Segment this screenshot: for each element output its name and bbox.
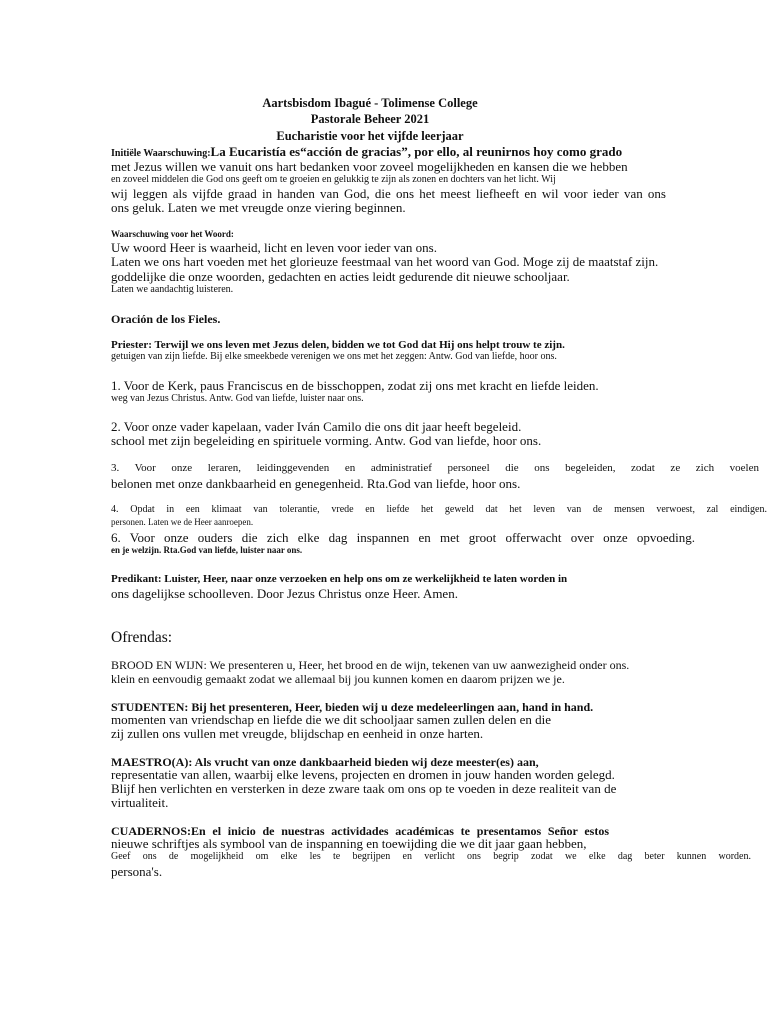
petition-6-line-1: 6. Voor onze ouders die zich elke dag inspannen en met groot offerwacht over onze opvoeding. xyxy=(111,530,695,545)
maestro-line-2: representatie van allen, waarbij elke levens, projecten en dromen in jouw handen worden gelegd. xyxy=(111,767,615,782)
petition-1-line-2: weg van Jezus Christus. Antw. God van liefde, luister naar ons. xyxy=(111,393,364,404)
priest-line-2: getuigen van zijn liefde. Bij elke smeekbede verenigen we ons met het zeggen: Antw. God van liefde, hoor ons. xyxy=(111,351,557,362)
priest-line-1: Priester: Terwijl we ons leven met Jezus delen, bidden we tot God dat Hij ons helpt trouw te zijn. xyxy=(111,339,565,351)
intro-line-5: ons geluk. Laten we met vreugde onze viering beginnen. xyxy=(111,200,406,215)
petition-3-line-2: belonen met onze dankbaarheid en genegenheid. Rta.God van liefde, hoor ons. xyxy=(111,476,521,491)
petition-6-line-2: en je welzijn. Rta.God van liefde, luister naar ons. xyxy=(111,545,303,555)
cuadernos-line-3: Geef ons de mogelijkheid om elke les te begrijpen en verlicht ons begrip zodat we elke dag beter kunnen worden. xyxy=(111,851,751,862)
petition-4-line-2: personen. Laten we de Heer aanroepen. xyxy=(111,517,254,527)
intro-line-2: met Jezus willen we vanuit ons hart bedanken voor zoveel mogelijkheden en kansen die we hebben xyxy=(111,159,628,174)
studenten-line-3: zij zullen ons vullen met vreugde, blijdschap en eenheid in onze harten. xyxy=(111,726,484,741)
header-line-1: Aartsbisdom Ibagué - Tolimense College xyxy=(262,96,478,110)
word-line-2: Laten we ons hart voeden met het glorieuze feestmaal van het woord van God. Moge zij de maatstaf zijn. xyxy=(111,254,659,269)
petition-2-line-2: school met zijn begeleiding en spirituele vorming. Antw. God van liefde, hoor ons. xyxy=(111,433,542,448)
petition-1-line-1: 1. Voor de Kerk, paus Franciscus en de bisschoppen, zodat zij ons met kracht en liefde leiden. xyxy=(111,378,599,393)
preacher-line-1: Predikant: Luister, Heer, naar onze verzoeken en help ons om ze werkelijkheid te laten worden in xyxy=(111,573,568,585)
petition-3-line-1: 3. Voor onze leraren, leidinggevenden en administratief personeel die ons begeleiden, zodat ze zich voelen xyxy=(111,462,759,474)
header-line-3: Eucharistie voor het vijfde leerjaar xyxy=(276,129,464,143)
cuadernos-line-2: nieuwe schriftjes als symbool van de inspanning en toewijding die we dit jaar gaan hebben, xyxy=(111,836,587,851)
word-line-4: Laten we aandachtig luisteren. xyxy=(111,284,234,295)
fieles-title: Oración de los Fieles. xyxy=(111,312,221,326)
cuadernos-line-4: persona's. xyxy=(111,864,163,879)
ofrendas-title: Ofrendas: xyxy=(111,629,173,646)
studenten-line-2: momenten van vriendschap en liefde die we dit schooljaar samen zullen delen en die xyxy=(111,712,552,727)
word-label: Waarschuwing voor het Woord: xyxy=(111,229,234,239)
petition-4-line-1: 4. Opdat in een klimaat van tolerantie, vrede en liefde het geweld dat het leven van de mensen verwoest, zal eindigen. xyxy=(111,504,767,515)
intro-label: Initiële Waarschuwing: xyxy=(111,148,211,159)
intro-line-4: wij leggen als vijfde graad in handen van God, die ons het meest liefheeft en wil voor ieder van ons xyxy=(111,186,666,201)
maestro-line-1: MAESTRO(A): Als vrucht van onze dankbaarheid bieden wij deze meester(es) aan, xyxy=(111,755,539,769)
word-line-1: Uw woord Heer is waarheid, licht en leven voor ieder van ons. xyxy=(111,240,437,255)
maestro-line-3: Blijf hen verlichten en versterken in deze zware taak om ons op te voeden in deze realiteit van de xyxy=(111,781,617,796)
maestro-line-4: virtualiteit. xyxy=(111,795,169,810)
petition-2-line-1: 2. Voor onze vader kapelaan, vader Iván Camilo die ons dit jaar heeft begeleid. xyxy=(111,419,522,434)
intro-lead: La Eucaristía es“acción de gracias”, por ello, al reunirnos hoy como grado xyxy=(210,144,623,159)
intro-first-line xyxy=(111,144,622,160)
intro-line-3: en zoveel middelen die God ons geeft om te groeien en gelukkig te zijn als zonen en dochters van het licht. Wij xyxy=(111,174,556,185)
brood-line-2: klein en eenvoudig gemaakt zodat we allemaal bij jou kunnen komen en daarom prijzen we je. xyxy=(111,672,565,686)
word-line-3: goddelijke die onze woorden, gedachten en acties leidt gedurende dit nieuwe schooljaar. xyxy=(111,269,570,284)
cuadernos-line-1: CUADERNOS:En el inicio de nuestras actividades académicas te presentamos Señor estos xyxy=(111,824,609,838)
brood-line-1: BROOD EN WIJN: We presenteren u, Heer, het brood en de wijn, tekenen van uw aanwezigheid onder ons. xyxy=(111,658,630,672)
header-line-2: Pastorale Beheer 2021 xyxy=(310,112,430,126)
studenten-line-1: STUDENTEN: Bij het presenteren, Heer, bieden wij u deze medeleerlingen aan, hand in hand. xyxy=(111,700,594,714)
preacher-line-2: ons dagelijkse schoolleven. Door Jezus Christus onze Heer. Amen. xyxy=(111,586,458,601)
